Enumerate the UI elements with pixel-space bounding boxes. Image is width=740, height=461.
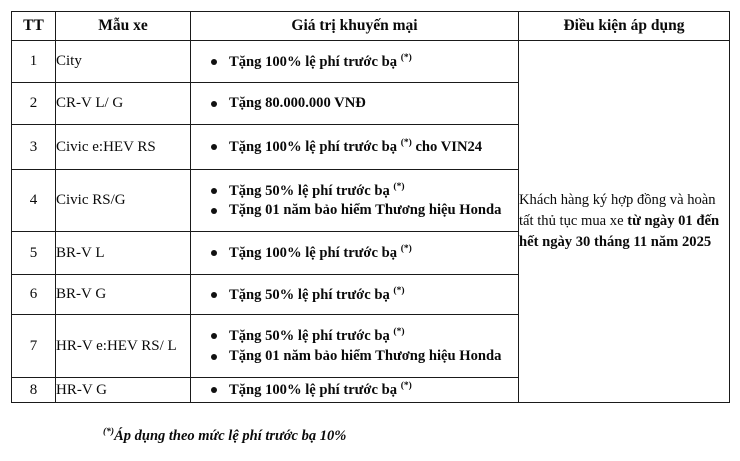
promotion-value-cell [191,378,519,403]
table-row [12,41,730,83]
promotion-value-cell [191,170,519,232]
footnote-marker: (*) [400,138,412,149]
promotion-table [11,11,730,403]
bullet-icon [211,387,217,393]
bullet-icon [211,208,217,214]
column-header-model: Mẫu xe [56,12,191,41]
promotion-value-cell [191,315,519,378]
promotion-list [191,181,518,221]
promotion-item [191,94,518,113]
bullet-icon [211,188,217,194]
promotion-value-cell [191,83,519,125]
row-index-cell: 1 [12,41,56,83]
row-index-cell: 8 [12,378,56,403]
footnote [103,427,346,445]
promotion-value-cell [191,41,519,83]
bullet-icon [211,292,217,298]
promotion-text: Tặng 01 năm bảo hiểm Thương hiệu Honda [229,347,502,364]
footnote-marker: (*) [393,181,405,192]
row-index-cell: 6 [12,275,56,315]
promotion-list [191,380,518,400]
promotion-text-tail: cho VIN24 [411,138,483,155]
promotion-item [191,52,518,72]
car-model-cell: BR-V L [56,232,191,275]
bullet-icon [211,333,217,339]
promotion-item [191,285,518,305]
footnote-marker: (*) [393,285,405,296]
promotion-list [191,137,518,157]
application-condition-cell [519,41,730,403]
column-header-promotion-value: Giá trị khuyến mại [191,12,519,41]
header-row [12,12,730,41]
car-model-cell: City [56,41,191,83]
promotion-text: Tặng 100% lệ phí trước bạ [229,53,401,70]
footnote-marker: (*) [400,381,412,392]
footnote-marker: (*) [393,327,405,338]
bullet-icon [211,101,217,107]
row-index-cell: 7 [12,315,56,378]
row-index-cell: 2 [12,83,56,125]
promotion-item [191,326,518,346]
promotion-list [191,52,518,72]
row-index-cell: 4 [12,170,56,232]
car-model-cell: Civic RS/G [56,170,191,232]
condition-text-emphasis: từ ngày 01 đến hết ngày 30 tháng 11 năm 2025 [519,213,720,250]
row-index-cell: 3 [12,125,56,170]
promotion-text: Tặng 100% lệ phí trước bạ [229,244,401,261]
footnote-marker: (*) [400,244,412,255]
car-model-cell: HR-V e:HEV RS/ L [56,315,191,378]
column-header-tt: TT [12,12,56,41]
promotion-item [191,201,518,220]
table-header [12,12,730,41]
promotion-text: Tặng 50% lệ phí trước bạ [229,182,394,199]
promotion-item [191,181,518,201]
promotion-list [191,94,518,113]
car-model-cell: HR-V G [56,378,191,403]
car-model-cell: Civic e:HEV RS [56,125,191,170]
promotion-text: Tặng 100% lệ phí trước bạ [229,381,401,398]
promotion-item [191,137,518,157]
promotion-item [191,347,518,366]
footnote-text: Áp dụng theo mức lệ phí trước bạ 10% [114,427,347,444]
promotion-text: Tặng 80.000.000 VNĐ [229,95,366,112]
car-model-cell: BR-V G [56,275,191,315]
footnote-marker: (*) [400,52,412,63]
column-header-conditions: Điều kiện áp dụng [519,12,730,41]
table-body [12,41,730,403]
condition-text-normal: Khách hàng ký hợp đồng và hoàn tất thủ tục mua xe [519,192,716,230]
promotion-text: Tặng 50% lệ phí trước bạ [229,286,394,303]
row-index-cell: 5 [12,232,56,275]
promotion-value-cell [191,232,519,275]
bullet-icon [211,59,217,65]
footnote-marker: (*) [103,427,115,437]
bullet-icon [211,354,217,360]
promotion-list [191,326,518,366]
promotion-item [191,243,518,263]
car-model-cell: CR-V L/ G [56,83,191,125]
promotion-value-cell [191,275,519,315]
promotion-list [191,243,518,263]
bullet-icon [211,250,217,256]
bullet-icon [211,144,217,150]
promotion-list [191,285,518,305]
promotion-text: Tặng 01 năm bảo hiểm Thương hiệu Honda [229,202,502,219]
promotion-item [191,380,518,400]
promotion-value-cell [191,125,519,170]
promotion-text: Tặng 50% lệ phí trước bạ [229,327,394,344]
promotion-text: Tặng 100% lệ phí trước bạ [229,138,401,155]
